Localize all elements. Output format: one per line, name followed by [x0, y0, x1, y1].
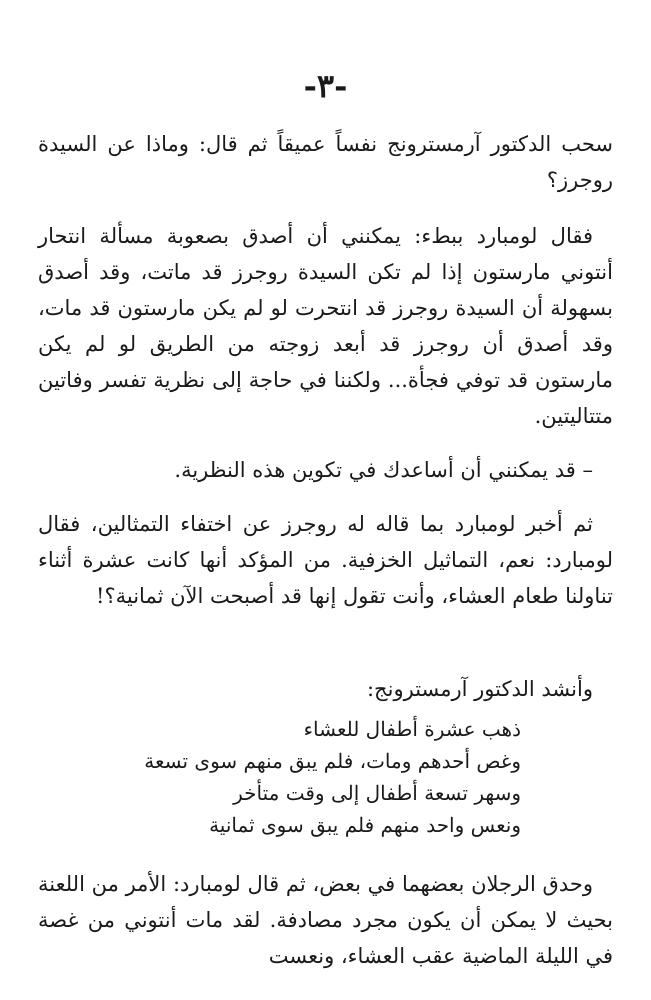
book-page	[38, 0, 613, 1000]
paragraph-text: – قد يمكنني أن أساعدك في تكوين هذه النظرية.	[174, 458, 593, 482]
verse-line: وسهر تسعة أطفال إلى وقت متأخر	[233, 781, 521, 805]
verse-line: ذهب عشرة أطفال للعشاء	[303, 717, 521, 741]
paragraph-text: وحدق الرجلان بعضهما في بعض، ثم قال لومبارد: الأمر من اللعنة بحيث لا يمكن أن يكون مجرد مصادفة. لقد مات أنتوني من غصة في الليلة الماضية عقب العشاء، ونعست	[38, 872, 613, 968]
paragraph-text: سحب الدكتور آرمسترونج نفساً عميقاً ثم قال: وماذا عن السيدة روجرز؟	[38, 132, 613, 192]
paragraph-text: ثم أخبر لومبارد بما قاله له روجرز عن اختفاء التمثالين، فقال لومبارد: نعم، التماثيل الخزفية. من المؤكد أنها كانت عشرة أثناء تناولنا طعام العشاء، وأنت تقول إنها قد أصبحت الآن ثمانية؟!	[38, 512, 613, 608]
page-number: -٣-	[303, 67, 348, 105]
verse-line: ونعس واحد منهم فلم يبق سوى ثمانية	[209, 813, 521, 837]
paragraph	[38, 126, 613, 198]
paragraph	[38, 452, 613, 488]
paragraph-text: وأنشد الدكتور آرمسترونج:	[366, 677, 593, 701]
paragraph-text: فقال لومبارد ببطء: يمكنني أن أصدق بصعوبة مسألة انتحار أنتوني مارستون إذا لم تكن السيدة روجرز قد ماتت، وقد أصدق بسهولة أن السيدة روجرز قد انتحرت لو لم يكن مارستون قد مات، وقد أصدق أن روجرز قد أبعد زوجته من الطريق لو لم يكن مارستون قد توفي فجأة... ولكننا في حاجة إلى نظرية تفسر وفاتين متتاليتين.	[38, 224, 613, 428]
paragraph	[38, 671, 613, 707]
paragraph	[38, 506, 613, 614]
paragraph	[38, 218, 613, 434]
verse-line: وغص أحدهم ومات، فلم يبق منهم سوى تسعة	[144, 749, 521, 773]
paragraph	[38, 866, 613, 974]
